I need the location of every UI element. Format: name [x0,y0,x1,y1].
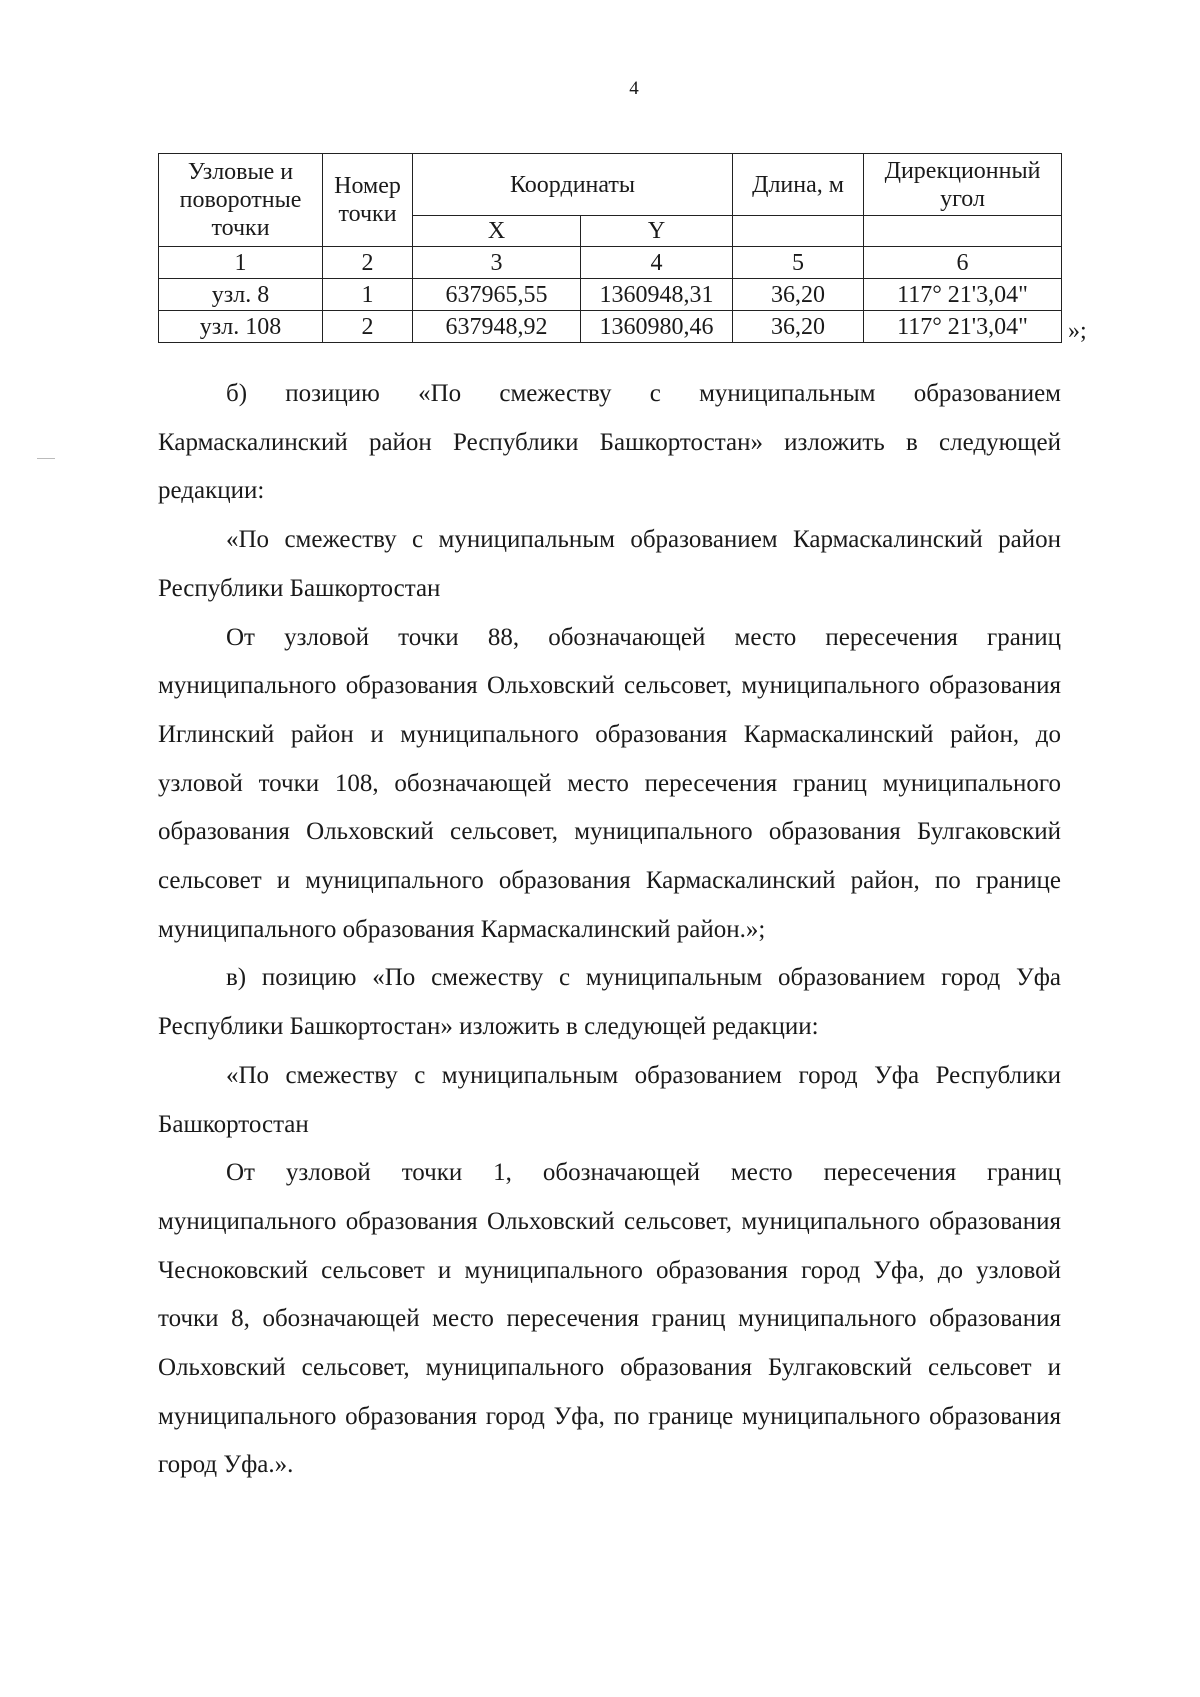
header-angle-empty [864,216,1062,247]
table-cell: 36,20 [733,279,864,311]
table-cell: 117° 21'3,04" [864,311,1062,343]
table-cell: 3 [413,247,581,279]
paragraph: «По смежеству с муниципальным образованием Кармаскалинский район Республики Башкортостан [158,526,1061,602]
table-cell: 2 [323,311,413,343]
table-cell: 1360980,46 [581,311,733,343]
table-row [159,311,1062,343]
header-length: Длина, м [733,154,864,216]
header-number: Номер точки [323,154,413,247]
header-angle: Дирекционный угол [864,154,1062,216]
header-y: Y [581,216,733,247]
table-cell: 637948,92 [413,311,581,343]
table-cell: 1 [323,279,413,311]
table-cell: 117° 21'3,04" [864,279,1062,311]
paragraph: б) позицию «По смежеству с муниципальным образованием Кармаскалинский район Республики Башкортостан» изложить в следующей редакции: [158,380,1061,505]
table-cell: 5 [733,247,864,279]
paragraph: От узловой точки 88, обозначающей место пересечения границ муниципального образования Ольховский сельсовет, муниципального образования Иглинский район и муниципального образования Кармаскалинский район, до узловой точки 108, обозначающей место пересечения границ муниципального образования Ольховский сельсовет, муниципального образования Булгаковский сельсовет и муниципального образования Кармаскалинский район, по границе муниципального образования Кармаскалинский район.»; [158,623,1061,943]
header-length-empty [733,216,864,247]
table-cell: 637965,55 [413,279,581,311]
coordinates-table [158,153,1062,343]
header-nodes: Узловые и поворотные точки [159,154,323,247]
margin-mark [37,458,55,459]
paragraph: От узловой точки 1, обозначающей место пересечения границ муниципального образования Ольховский сельсовет, муниципального образования Чесноковский сельсовет и муниципального образования город Уфа, до узловой точки 8, обозначающей место пересечения границ муниципального образования Ольховский сельсовет, муниципального образования Булгаковский сельсовет и муниципального образования город Уфа, по границе муниципального образования город Уфа.». [158,1159,1061,1479]
paragraph: «По смежеству с муниципальным образованием город Уфа Республики Башкортостан [158,1061,1061,1138]
header-x: X [413,216,581,247]
header-coords: Координаты [413,154,733,216]
page-number: 4 [629,78,639,99]
paragraph: в) позицию «По смежеству с муниципальным образованием город Уфа Республики Башкортостан» изложить в следующей редакции: [158,964,1061,1041]
table-cell: узл. 108 [159,311,323,343]
table-cell: 1 [159,247,323,279]
table-closing-quote: »; [1068,318,1087,344]
table-cell: узл. 8 [159,279,323,311]
table-row [159,279,1062,311]
table-cell: 2 [323,247,413,279]
document-body [158,370,1061,1490]
table-cell: 4 [581,247,733,279]
table-cell: 1360948,31 [581,279,733,311]
table-cell: 6 [864,247,1062,279]
table-cell: 36,20 [733,311,864,343]
table-index-row [159,247,1062,279]
